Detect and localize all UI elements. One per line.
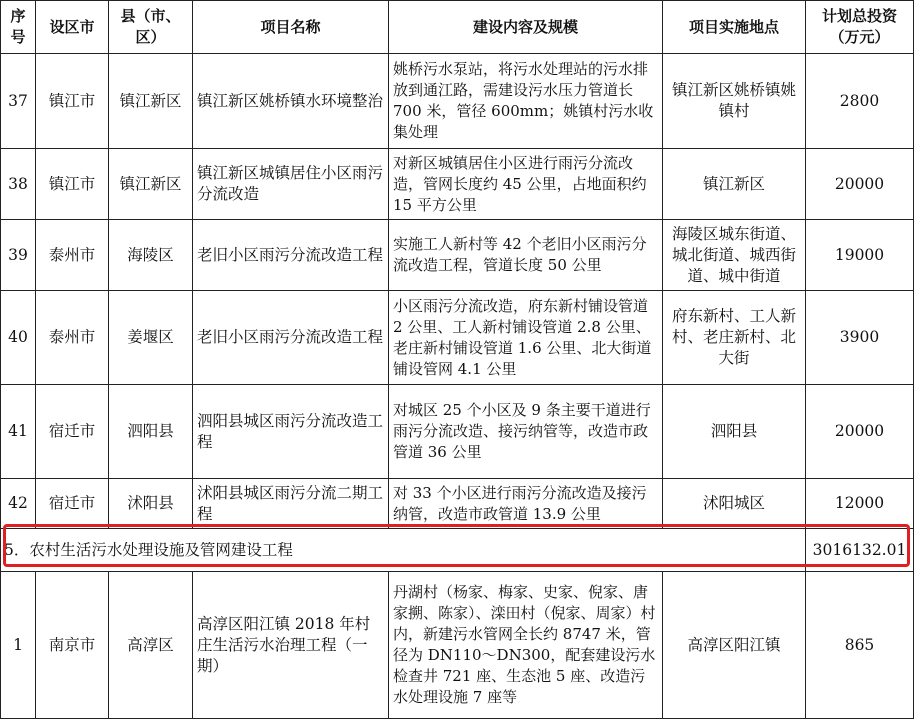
cell-location: 镇江新区姚桥镇姚镇村: [663, 54, 806, 149]
cell-investment: 12000: [806, 479, 914, 529]
cell-county: 泗阳县: [109, 385, 193, 479]
cell-city: 镇江市: [36, 149, 109, 220]
cell-location: 泗阳县: [663, 385, 806, 479]
cell-content: 小区雨污分流改造，府东新村铺设管道 2 公里、工人新村铺设管道 2.8 公里、老庄新村铺设管道 1.6 公里、北大街道铺设管网 4.1 公里: [389, 291, 663, 385]
cell-content: 丹湖村（杨家、梅家、史家、倪家、唐家搠、陈家）、滦田村（倪家、周家）村内，新建污水管网全长约 8747 米，管径为 DN110～DN300，配套建设污水检查井 721 座、生态池 5 座、改造污水处理设施 7 座等: [389, 572, 663, 719]
cell-content: 实施工人新村等 42 个老旧小区雨污分流改造工程，管道长度 50 公里: [389, 220, 663, 291]
cell-city: 南京市: [36, 572, 109, 719]
header-row: [1, 1, 914, 54]
table-row: [1, 149, 914, 220]
cell-name: 高淳区阳江镇 2018 年村庄生活污水治理工程（一期）: [193, 572, 389, 719]
header-county: 县（市、区）: [109, 1, 193, 54]
cell-index: 1: [1, 572, 36, 719]
cell-name: 老旧小区雨污分流改造工程: [193, 291, 389, 385]
cell-county: 海陵区: [109, 220, 193, 291]
cell-county: 高淳区: [109, 572, 193, 719]
header-location: 项目实施地点: [663, 1, 806, 54]
cell-content: 对城区 25 个小区及 9 条主要干道进行雨污分流改造、接污纳管等，改造市政管道 36 公里: [389, 385, 663, 479]
cell-county: 沭阳县: [109, 479, 193, 529]
cell-index: 39: [1, 220, 36, 291]
cell-location: 镇江新区: [663, 149, 806, 220]
cell-index: 37: [1, 54, 36, 149]
table-row: [1, 54, 914, 149]
cell-city: 泰州市: [36, 220, 109, 291]
cell-index: 38: [1, 149, 36, 220]
table-row: [1, 291, 914, 385]
section-investment: 3016132.01: [806, 529, 914, 572]
cell-investment: 20000: [806, 385, 914, 479]
table-row: [1, 385, 914, 479]
cell-investment: 20000: [806, 149, 914, 220]
cell-index: 41: [1, 385, 36, 479]
cell-city: 宿迁市: [36, 479, 109, 529]
cell-location: 海陵区城东街道、城北街道、城西街道、城中街道: [663, 220, 806, 291]
section-row: [1, 529, 914, 572]
cell-location: 沭阳城区: [663, 479, 806, 529]
cell-county: 姜堰区: [109, 291, 193, 385]
cell-county: 镇江新区: [109, 54, 193, 149]
cell-investment: 2800: [806, 54, 914, 149]
cell-name: 镇江新区姚桥镇水环境整治: [193, 54, 389, 149]
cell-investment: 19000: [806, 220, 914, 291]
table-row: [1, 572, 914, 719]
cell-content: 对 33 个小区进行雨污分流改造及接污纳管，改造市政管道 13.9 公里: [389, 479, 663, 529]
cell-index: 42: [1, 479, 36, 529]
cell-city: 宿迁市: [36, 385, 109, 479]
cell-name: 镇江新区城镇居住小区雨污分流改造: [193, 149, 389, 220]
cell-name: 老旧小区雨污分流改造工程: [193, 220, 389, 291]
cell-city: 镇江市: [36, 54, 109, 149]
cell-content: 对新区城镇居住小区进行雨污分流改造，管网长度约 45 公里，占地面积约 15 平方公里: [389, 149, 663, 220]
header-investment: 计划总投资（万元）: [806, 1, 914, 54]
cell-content: 姚桥污水泵站，将污水处理站的污水排放到通江路，需建设污水压力管道长 700 米，管径 600mm；姚镇村污水收集处理: [389, 54, 663, 149]
section-title: 5．农村生活污水处理设施及管网建设工程: [1, 529, 806, 572]
header-index: 序号: [1, 1, 36, 54]
cell-investment: 865: [806, 572, 914, 719]
header-name: 项目名称: [193, 1, 389, 54]
cell-county: 镇江新区: [109, 149, 193, 220]
cell-location: 府东新村、工人新村、老庄新村、北大街: [663, 291, 806, 385]
table-row: [1, 220, 914, 291]
cell-location: 高淳区阳江镇: [663, 572, 806, 719]
cell-name: 泗阳县城区雨污分流改造工程: [193, 385, 389, 479]
header-city: 设区市: [36, 1, 109, 54]
header-content: 建设内容及规模: [389, 1, 663, 54]
cell-investment: 3900: [806, 291, 914, 385]
table-row: [1, 479, 914, 529]
cell-city: 泰州市: [36, 291, 109, 385]
cell-name: 沭阳县城区雨污分流二期工程: [193, 479, 389, 529]
cell-index: 40: [1, 291, 36, 385]
